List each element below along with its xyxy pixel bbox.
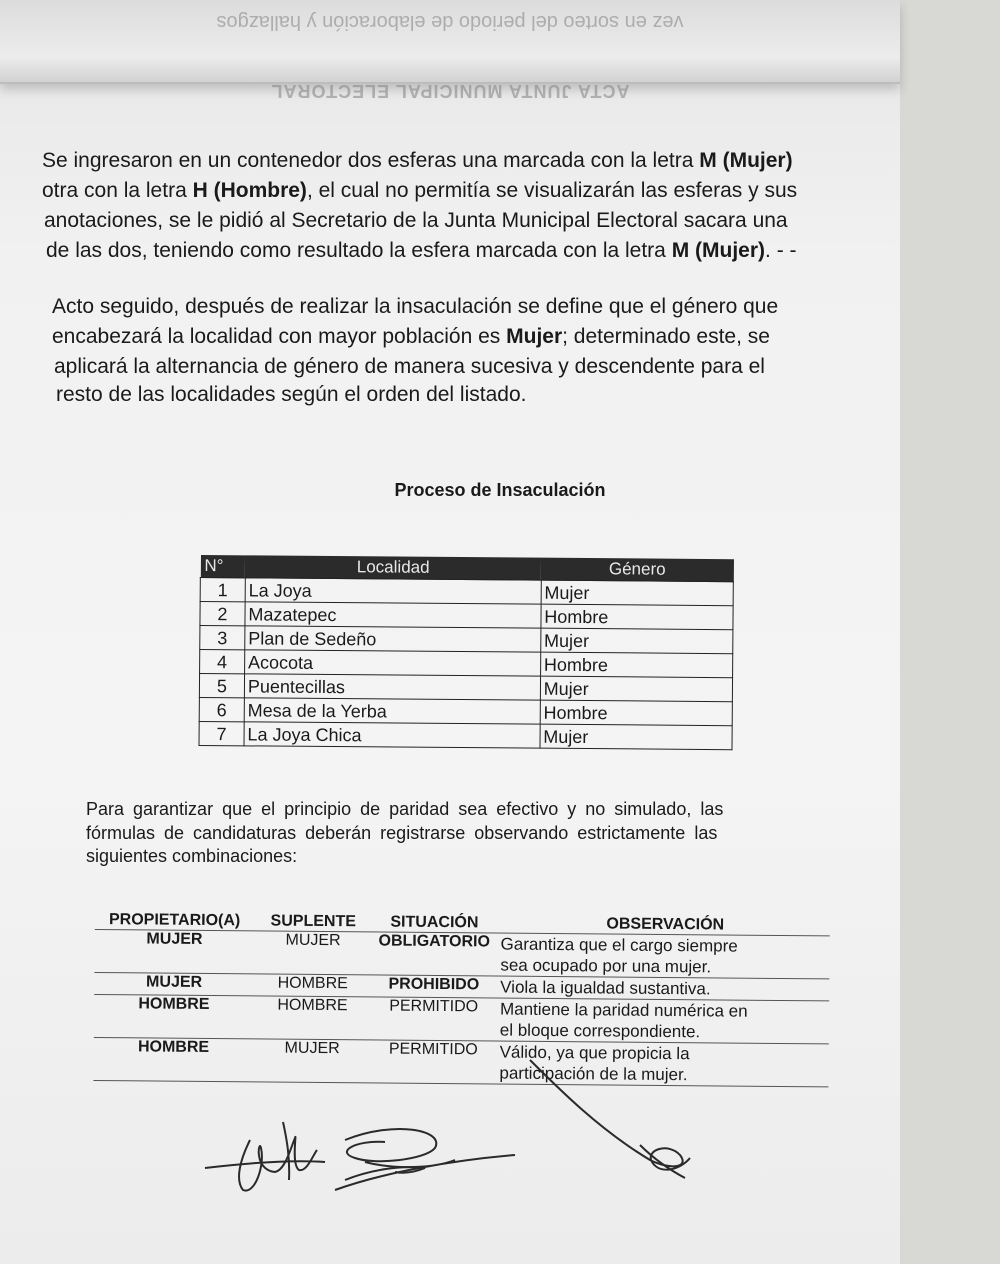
- cell-observacion: [495, 1042, 828, 1087]
- cell-number: 3: [200, 626, 245, 650]
- cell-localidad: La Joya: [245, 578, 541, 604]
- observacion-line: sea ocupado por una mujer.: [500, 955, 712, 977]
- cell-genero: Hombre: [540, 700, 732, 726]
- cell-genero: Mujer: [540, 676, 732, 702]
- observacion-line: Viola la igualdad sustantiva.: [500, 977, 711, 999]
- table-row: [94, 930, 829, 979]
- cell-observacion: [496, 934, 829, 979]
- cell-genero: Mujer: [540, 628, 732, 654]
- paragraph-line: Para garantizar que el principio de paridad sea efectivo y no simulado, las: [86, 799, 724, 819]
- paragraph-line: anotaciones, se le pidió al Secretario de la Junta Municipal Electoral sacara una: [44, 209, 788, 232]
- cell-situacion: PERMITIDO: [389, 997, 479, 1016]
- cell-genero: Hombre: [540, 652, 732, 678]
- cell-genero: Mujer: [540, 724, 732, 750]
- cell-genero: Hombre: [541, 604, 733, 630]
- cell-situacion: OBLIGATORIO: [378, 932, 491, 951]
- cell-number: 4: [200, 650, 245, 674]
- table-row: [199, 721, 732, 749]
- observacion-line: Mantiene la paridad numérica en: [499, 999, 748, 1021]
- signature-1: [195, 1110, 525, 1210]
- observacion-line: participación de la mujer.: [499, 1063, 688, 1085]
- cell-propietario: MUJER: [146, 930, 203, 948]
- cell-situacion: PERMITIDO: [388, 1040, 478, 1059]
- mirrored-bleed-text: vez en sorteo del periodo de elaboración y hallazgos: [216, 11, 684, 33]
- cell-localidad: Mazatepec: [245, 602, 541, 628]
- cell-propietario: HOMBRE: [138, 995, 210, 1014]
- paragraph-line: otra con la letra H (Hombre), el cual no permitía se visualizarán las esferas y sus: [42, 179, 798, 202]
- paragraph-line: encabezará la localidad con mayor población es Mujer; determinado este, se: [52, 325, 770, 348]
- cell-situacion: PROHIBIDO: [388, 975, 480, 994]
- cell-number: 6: [199, 697, 244, 721]
- column-header-number: N°: [200, 555, 245, 578]
- combinaciones-table: [93, 905, 830, 1087]
- cell-observacion: [496, 999, 829, 1044]
- cell-suplente: MUJER: [284, 1039, 340, 1058]
- paragraph-line: aplicará la alternancia de género de manera sucesiva y descendente para el: [54, 355, 765, 378]
- cell-localidad: Mesa de la Yerba: [244, 698, 540, 724]
- cell-genero: Mujer: [541, 580, 733, 606]
- column-header-suplente: SUPLENTE: [270, 912, 357, 931]
- paragraph-line: de las dos, teniendo como resultado la esfera marcada con la letra M (Mujer). - -: [46, 239, 797, 262]
- cell-number: 5: [199, 674, 244, 698]
- cell-observacion: [496, 977, 829, 1001]
- cell-localidad: Puentecillas: [244, 674, 540, 700]
- table-row: [94, 995, 829, 1044]
- paragraph-line: fórmulas de candidaturas deberán registrarse observando estrictamente las: [86, 823, 718, 843]
- observacion-line: el bloque correspondiente.: [499, 1020, 701, 1042]
- column-header-localidad: Localidad: [245, 555, 541, 580]
- table-row: [93, 1038, 828, 1087]
- section-heading: Proceso de Insaculación: [394, 480, 606, 500]
- cell-localidad: La Joya Chica: [244, 722, 540, 748]
- cell-suplente: MUJER: [285, 931, 341, 950]
- observacion-line: Garantiza que el cargo siempre: [500, 934, 738, 956]
- column-header-propietario: PROPIETARIO(A): [108, 911, 241, 930]
- paragraph-line: resto de las localidades según el orden del listado.: [56, 383, 527, 406]
- cell-localidad: Plan de Sedeño: [245, 626, 541, 652]
- observacion-line: Válido, ya que propicia la: [499, 1042, 690, 1064]
- cell-number: 7: [199, 721, 244, 745]
- paragraph-line: Acto seguido, después de realizar la insaculación se define que el género que: [52, 295, 779, 318]
- mirrored-bleed-title: ACTA JUNTA MUNICIPAL ELECTORAL: [270, 81, 630, 101]
- column-header-genero: Género: [541, 558, 733, 582]
- localidades-table: [198, 555, 733, 750]
- column-header-observacion: OBSERVACIÓN: [606, 915, 725, 934]
- cell-number: 1: [200, 578, 245, 602]
- column-header-situacion: SITUACIÓN: [390, 913, 479, 932]
- cell-propietario: HOMBRE: [137, 1038, 210, 1057]
- folded-page-edge: [0, 0, 900, 101]
- cell-suplente: HOMBRE: [277, 996, 348, 1015]
- paragraph-line: siguientes combinaciones:: [86, 846, 298, 866]
- paragraph-line: Se ingresaron en un contenedor dos esferas una marcada con la letra M (Mujer): [42, 149, 793, 172]
- cell-suplente: HOMBRE: [277, 974, 348, 993]
- cell-propietario: MUJER: [146, 973, 203, 991]
- cell-localidad: Acocota: [244, 650, 540, 676]
- cell-number: 2: [200, 602, 245, 626]
